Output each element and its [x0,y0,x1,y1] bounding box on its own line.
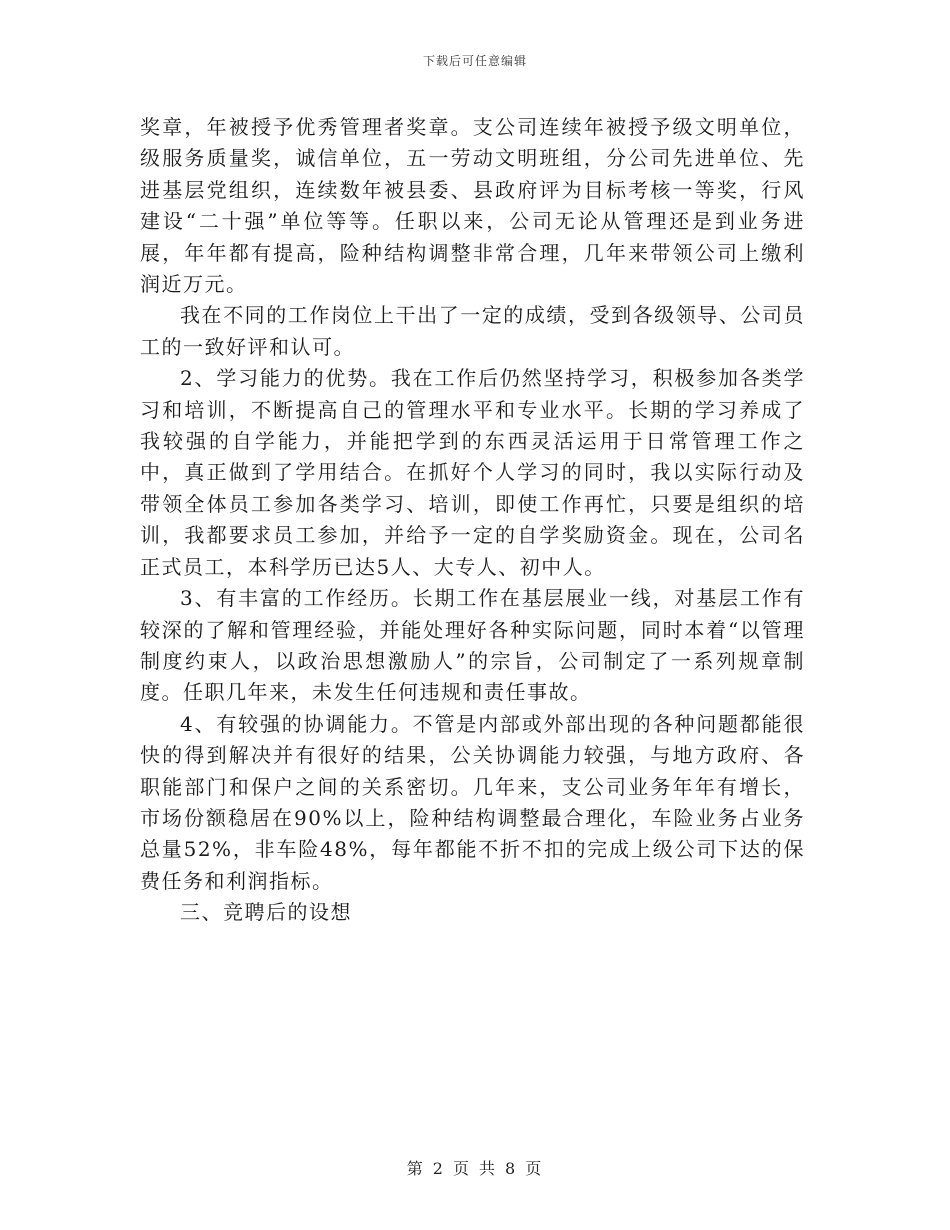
page-number-footer [0,1156,950,1179]
footer-total-label: 共 [479,1159,498,1178]
footer-suffix: 页 [525,1159,544,1178]
paragraph-achievements-summary: 我在不同的工作岗位上干出了一定的成绩，受到各级领导、公司员工的一致好评和认可。 [140,303,805,359]
paragraph-continuation: 奖章，年被授予优秀管理者奖章。支公司连续年被授予级文明单位，级服务质量奖，诚信单位，五一劳动文明班组，分公司先进单位、先进基层党组织，连续数年被县委、县政府评为目标考核一等奖，行风建设“二十强”单位等等。任职以来，公司无论从管理还是到业务进展，年年都有提高，险种结构调整非常合理，几年来带领公司上缴利润近万元。 [140,115,805,297]
footer-total-pages: 8 [505,1159,518,1178]
paragraph-learning-ability: 2、学习能力的优势。我在工作后仍然坚持学习，积极参加各类学习和培训，不断提高自己的管理水平和专业水平。长期的学习养成了我较强的自学能力，并能把学到的东西灵活运用于日常管理工作之中，真正做到了学用结合。在抓好个人学习的同时，我以实际行动及带领全体员工参加各类学习、培训，即使工作再忙，只要是组织的培训，我都要求员工参加，并给予一定的自学奖励资金。现在，公司名正式员工，本科学历已达5人、大专人、初中人。 [140,366,805,579]
footer-current-page: 2 [432,1159,445,1178]
document-body [140,112,805,929]
paragraph-work-experience: 3、有丰富的工作经历。长期工作在基层展业一线，对基层工作有较深的了解和管理经验，并能处理好各种实际问题，同时本着“以管理制度约束人，以政治思想激励人”的宗旨，公司制定了一系列规章制度。任职几年来，未发生任何违规和责任事故。 [140,586,805,705]
paragraph-coordination-ability: 4、有较强的协调能力。不管是内部或外部出现的各种问题都能很快的得到解决并有很好的结果，公关协调能力较强，与地方政府、各职能部门和保户之间的关系密切。几年来，支公司业务年年有增长，市场份额稳居在90%以上，险种结构调整最合理化，车险业务占业务总量52%，非车险48%，每年都能不折不扣的完成上级公司下达的保费任务和利润指标。 [140,711,805,893]
header-note: 下载后可任意编辑 [422,54,527,68]
section-heading-plans: 三、竞聘后的设想 [180,900,352,925]
footer-page-label: 页 [452,1159,471,1178]
footer-prefix: 第 [406,1159,425,1178]
